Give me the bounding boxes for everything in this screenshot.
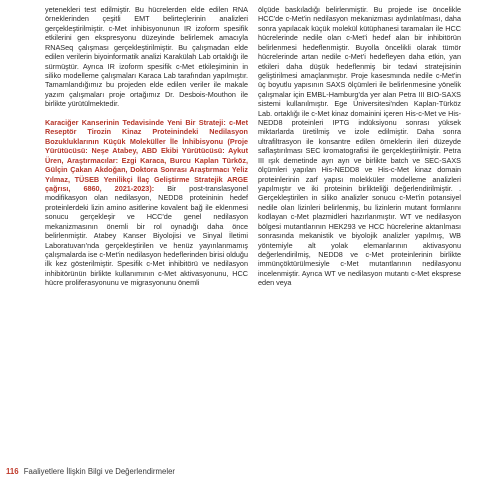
page-number: 116 — [6, 467, 19, 476]
left-column — [45, 5, 248, 288]
paragraph-intro: yetenekleri test edilmiştir. Bu hücrelerden elde edilen RNA örneklerinden çeşitli EMT belirteçlerinin analizleri gerçekleştirilmiştir. c-Met inhibisyonunun IR izoform spesifik etkilerini gen ekspresyonu düzeyinde belirlemek amacıyla RNASeq çalışması gerçekleştirilmiştir. Bu çalışmadan elde edilen verilerin biyoinformatik analizi Karakülah Lab ortaklığı ile sürmüştür. Ayrıca IR izoform spesifik c-Met etkileşiminin in siliko modelleme çalışmaları Karaca Lab tarafından yapılmıştır. Tamamlandığımız bu projeden elde edilen veriler ile makale yazım çalışmaları proje ortağımız Dr. Desbois-Mouthon ile birlikte yürütülmektedir. — [45, 5, 248, 109]
project-body: Bir post-translasyonel modifikasyon olan nedilasyon, NEDD8 proteininin hedef proteinlerdeki lizin amino asitlerine kovalent bağ ile eklenmesi sonucu gerçekleşir ve HCC'de genel nedilasyon mekanizmasının önemli bir rol oynadığı daha önce belirlenmiştir. Atabey Kanser Biyolojisi ve Sinyal İletimi Laboratuvarı'nda gerçekleştirilen ve henüz yayınlanmamış çalışmalarda ise c-Met'in nedilasyon hedeflerinden birisi olduğu ilk kez gösterilmiştir. Spesifik c-Met inhibitörü ve nedilasyon inhibitörünün birlikte kullanımının c-Met aktivasyonunu, HCC hücre proliferasyonunu ve migrasyonunu önemli — [45, 183, 248, 288]
paragraph-project — [45, 118, 248, 288]
paragraph-continuation: ölçüde baskıladığı belirlenmiştir. Bu projede ise öncelikle HCC'de c-Met'in nedilasyon mekanizması aydınlatılması, daha sonra yapılacak küçük molekül kütüphanesi taramaları ile HCC hücrelerinde nedile olan c-Met'i hedef alan bir inhibitörün belirlenmesi hedeflenmiştir. Buyolla öncelikli olarak tümör hücrelerinde artan nedile c-Met'i hedefleyen daha etkin, yan etkileri daha düşük hedeflenmiş bir tedavi stratejisinin geliştirilmesi amaçlanmıştır. Proje kasesmında nedile c-Met'in üç boyutlu yapısının SAXS ölçümleri ile belirlenmesine yönelik çalışmalar için EMBL-Hamburg'da yer alan Petra III BIO-SAXS sistemi kullanılmıştır. Ege Üniversitesi'nden Kaplan-Türköz Lab. ortaklığı ile c-Met kinaz domainini içeren His-c-Met ve His-NEDD8 proteinleri IPTG indüksiyonu sonrası yüksek miktarlarda üretilmiş ve izole edilmiştir. Daha sonra ultrafiltrasyon ile konsantre edilen örneklerin ileri düzeyde saflaştırılması SEC kromatografisi ile gerçekleştirilmiştir. Petra III ışık demetinde ayrı ayrı ve birlikte batch ve SEC-SAXS ölçümleri yapılan His-NEDD8 ve His-c-Met kinaz domain proteinlerinin zarf yapısı molekküler modelleme analizleri yapılmıştır ve iki proteinin birlikteliği değerlendirilmiştir. . Gerçekleştirilen in siliko analizler sonucu c-Met'in potansiyel nedile olan lizinleri belirlenmiş, bu lizinlerin mutant formlarını kodlayan c-Met plazmidleri hazırlanmıştır. WT ve nedilasyon bölgesi mutantlarının HEK293 ve HCC hücrelerine aktarılması sonrasında mekanistik ve biyolojik analizler yapılmış, WB yöntemiyle alt yolak elemanlarının aktivasyonu değerlendirilmiş, NEDD8 ve c-Met proteinlerinin birlikte immünçöktürülmesiyle c-Met mutantlarının nedilasyonu incelenmiştir. Ayrıca WT ve nedilasyon mutantı c-Met eksprese eden veya — [258, 5, 461, 288]
footer-title: Faaliyetlere İlişkin Bilgi ve Değerlendirmeler — [23, 467, 175, 476]
right-column — [258, 5, 461, 288]
page-footer — [6, 467, 175, 476]
project-heading: Karaciğer Kanserinin Tedavisinde Yeni Bir Strateji: c-Met Reseptör Tirozin Kinaz Proteinindeki Nedilasyon Bozukluklarının Küçük Moleküller İle İnhibisyonu (Proje Yürütücüsü: Neşe Atabey, ABD Ekibi Yürütücüsü: Aykut Üren, Araştırmacılar: Ezgi Karaca, Burcu Kaplan Türköz, Gülçin Çakan Akdoğan, Doktora Sonrası Araştırmacı Yeliz Yılmaz, TÜSEB Yenilikçi İlaç Geliştirme Stratejik ARGE çağrısı, 6860, 2021-2023): — [45, 118, 248, 193]
